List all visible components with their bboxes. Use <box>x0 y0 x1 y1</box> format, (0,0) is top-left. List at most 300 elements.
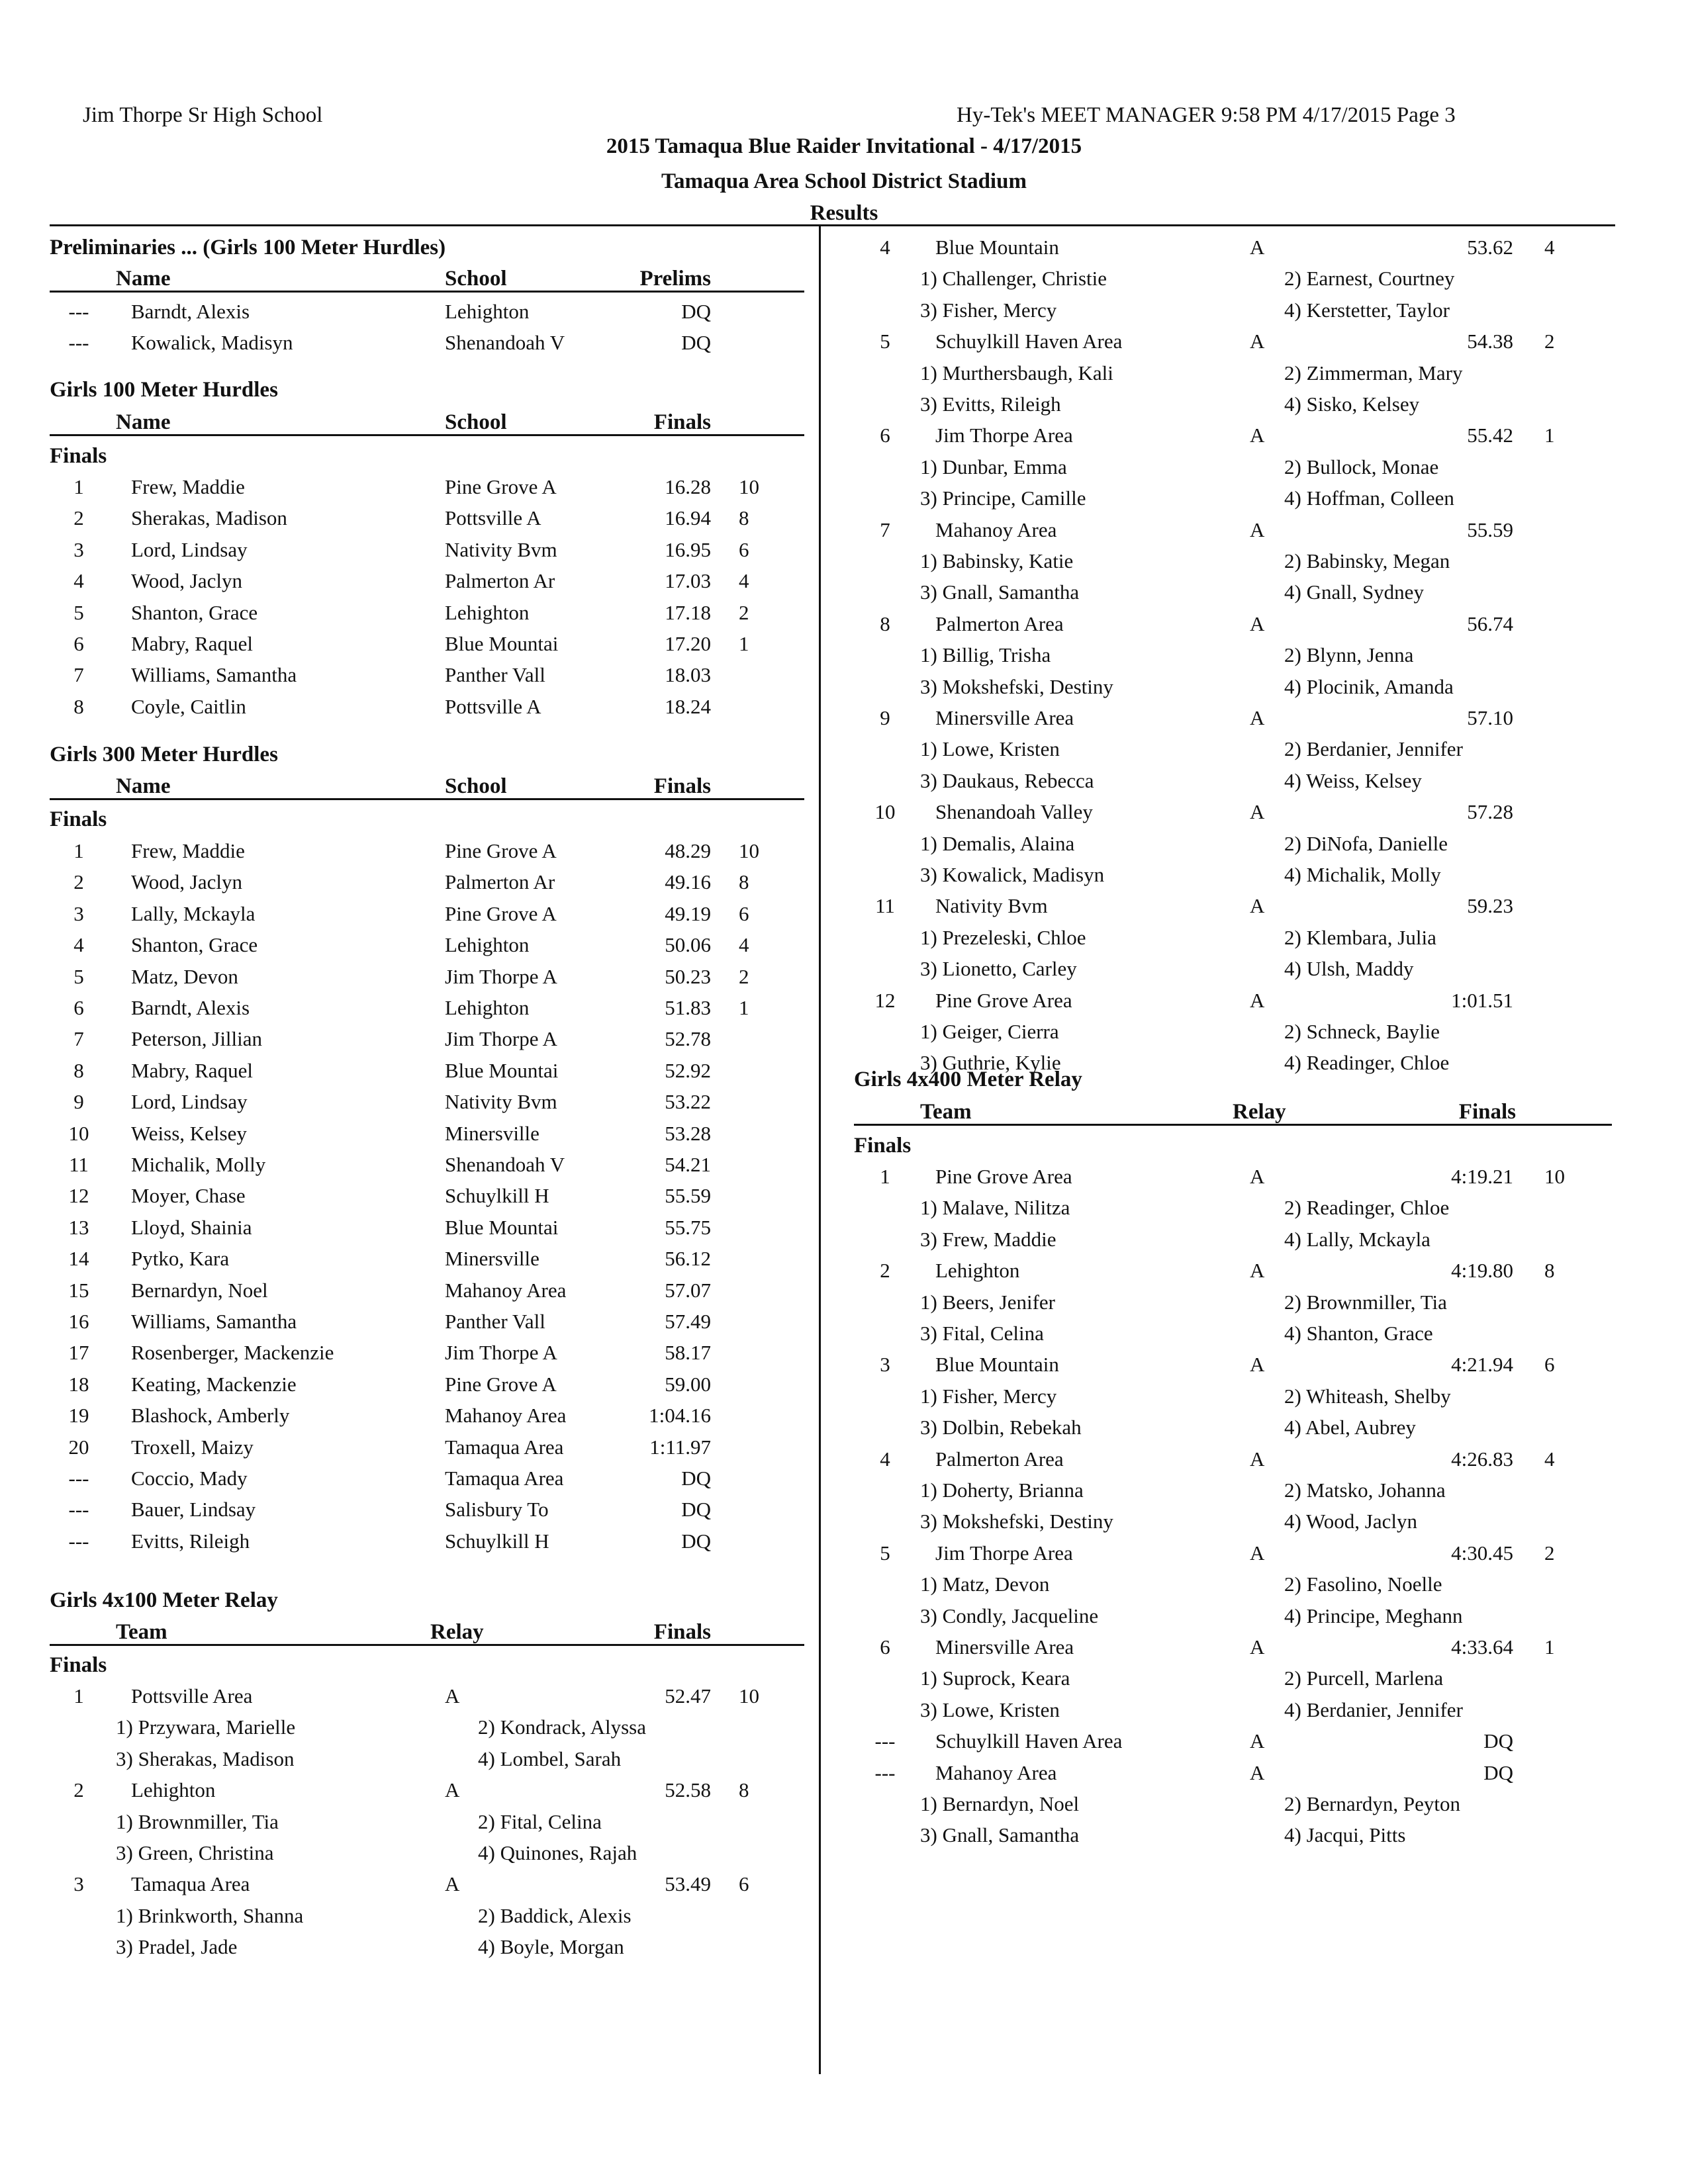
athlete-school: Schuylkill H <box>445 1529 549 1553</box>
relay-runner: 2) Purcell, Marlena <box>1284 1666 1444 1690</box>
relay-runner: 4) Hoffman, Colleen <box>1284 486 1454 510</box>
relay-runner: 4) Lally, Mckayla <box>1284 1227 1430 1251</box>
relay-runner: 4) Quinones, Rajah <box>478 1841 637 1864</box>
relay-runner: 3) Frew, Maddie <box>920 1227 1056 1251</box>
relay-team-name: Schuylkill Haven Area <box>935 330 1123 353</box>
relay-letter: A <box>1250 518 1265 541</box>
athlete-name: Rosenberger, Mackenzie <box>131 1341 334 1365</box>
relay-letter: A <box>1250 424 1265 447</box>
athlete-name: Lord, Lindsay <box>131 537 248 561</box>
relay-letter: A <box>1250 1635 1265 1659</box>
relay-mark: 4:19.21 <box>1451 1165 1513 1188</box>
relay-place: 2 <box>73 1778 84 1802</box>
relay-runner: 3) Fital, Celina <box>920 1322 1044 1345</box>
relay-runner: 2) Babinsky, Megan <box>1284 549 1450 572</box>
result-mark: 16.28 <box>665 475 711 498</box>
athlete-name: Frew, Maddie <box>131 839 245 862</box>
relay-letter: A <box>445 1872 460 1896</box>
result-mark: 17.18 <box>665 600 711 624</box>
result-points: 1 <box>739 996 749 1019</box>
relay-runner: 3) Evitts, Rileigh <box>920 392 1061 416</box>
result-place: 20 <box>68 1435 89 1459</box>
result-place: 3 <box>73 537 84 561</box>
relay-runner: 2) Baddick, Alexis <box>478 1903 632 1927</box>
relay-runner: 2) Zimmerman, Mary <box>1284 361 1463 385</box>
relay-mark: 1:01.51 <box>1451 988 1513 1012</box>
relay-place: --- <box>874 1729 896 1753</box>
relay-runner: 3) Mokshefski, Destiny <box>920 1510 1113 1533</box>
result-mark: 17.20 <box>665 632 711 655</box>
athlete-school: Blue Mountai <box>445 1215 559 1239</box>
result-mark: 18.03 <box>665 663 711 687</box>
athlete-name: Shanton, Grace <box>131 600 258 624</box>
result-points: 8 <box>739 870 749 894</box>
result-mark: 52.78 <box>665 1027 711 1051</box>
relay-runner: 3) Guthrie, Kylie <box>920 1051 1061 1075</box>
relay-runner: 1) Brownmiller, Tia <box>116 1809 279 1833</box>
result-place: 4 <box>73 933 84 957</box>
column-header-rule <box>50 291 804 293</box>
result-place: 16 <box>68 1310 89 1333</box>
relay-runner: 4) Sisko, Kelsey <box>1284 392 1420 416</box>
relay-runner: 1) Fisher, Mercy <box>920 1384 1057 1408</box>
column-header-name: Name <box>116 774 171 798</box>
relay-letter: A <box>1250 1353 1265 1377</box>
result-mark: 59.00 <box>665 1372 711 1396</box>
relay-runner: 3) Principe, Camille <box>920 486 1086 510</box>
relay-team-name: Mahanoy Area <box>935 1760 1057 1784</box>
relay-mark: 4:19.80 <box>1451 1259 1513 1283</box>
event-title: Girls 4x400 Meter Relay <box>854 1068 1082 1091</box>
athlete-school: Palmerton Ar <box>445 569 555 593</box>
column-header-mark: Finals <box>653 774 711 798</box>
column-header-school: School <box>445 774 507 798</box>
result-mark: 18.24 <box>665 694 711 718</box>
relay-team-name: Shenandoah Valley <box>935 800 1093 824</box>
athlete-school: Jim Thorpe A <box>445 1027 557 1051</box>
relay-runner: 2) Schneck, Baylie <box>1284 1020 1440 1043</box>
result-mark: 53.22 <box>665 1090 711 1114</box>
relay-team-name: Blue Mountain <box>935 1353 1059 1377</box>
relay-team-name: Minersville Area <box>935 1635 1074 1659</box>
result-place: 8 <box>73 1058 84 1082</box>
round-label: Finals <box>50 1653 107 1677</box>
result-mark: 50.06 <box>665 933 711 957</box>
relay-runner: 4) Kerstetter, Taylor <box>1284 298 1450 322</box>
relay-place: 4 <box>880 1447 890 1471</box>
result-place: 4 <box>73 569 84 593</box>
relay-mark: 57.10 <box>1467 706 1513 729</box>
event-title: Preliminaries ... (Girls 100 Meter Hurdles) <box>50 236 446 259</box>
athlete-name: Barndt, Alexis <box>131 996 250 1019</box>
relay-runner: 1) Billig, Trisha <box>920 643 1051 667</box>
relay-place: 2 <box>880 1259 890 1283</box>
athlete-name: Pytko, Kara <box>131 1247 230 1271</box>
relay-team-name: Mahanoy Area <box>935 518 1057 541</box>
athlete-name: Williams, Samantha <box>131 1310 297 1333</box>
header-rule <box>50 224 1615 226</box>
column-header-name: Name <box>116 267 171 291</box>
relay-runner: 3) Kowalick, Madisyn <box>920 863 1105 886</box>
relay-runner: 3) Sherakas, Madison <box>116 1747 295 1770</box>
athlete-name: Frew, Maddie <box>131 475 245 498</box>
result-place: 18 <box>68 1372 89 1396</box>
result-mark: 54.21 <box>665 1153 711 1176</box>
relay-team-name: Nativity Bvm <box>935 894 1048 918</box>
result-mark: DQ <box>681 1529 711 1553</box>
athlete-school: Tamaqua Area <box>445 1467 564 1490</box>
result-place: --- <box>68 331 89 355</box>
relay-mark: 4:26.83 <box>1451 1447 1513 1471</box>
relay-team-name: Jim Thorpe Area <box>935 1541 1073 1565</box>
column-header-rule <box>50 798 804 800</box>
result-place: 13 <box>68 1215 89 1239</box>
relay-runner: 4) Abel, Aubrey <box>1284 1416 1416 1439</box>
result-place: --- <box>68 1467 89 1490</box>
result-mark: DQ <box>681 1467 711 1490</box>
relay-mark: 59.23 <box>1467 894 1513 918</box>
relay-points: 1 <box>1544 1635 1555 1659</box>
result-place: 1 <box>73 839 84 862</box>
relay-team-name: Lehighton <box>935 1259 1020 1283</box>
result-place: --- <box>68 1498 89 1522</box>
relay-place: 1 <box>880 1165 890 1188</box>
athlete-name: Sherakas, Madison <box>131 506 287 530</box>
result-mark: 55.59 <box>665 1184 711 1208</box>
venue-title: Tamaqua Area School District Stadium <box>661 169 1027 193</box>
relay-letter: A <box>1250 1760 1265 1784</box>
relay-runner: 1) Matz, Devon <box>920 1572 1050 1596</box>
relay-place: 9 <box>880 706 890 729</box>
result-points: 1 <box>739 632 749 655</box>
athlete-school: Pine Grove A <box>445 475 557 498</box>
round-label: Finals <box>50 807 107 831</box>
relay-points: 4 <box>1544 236 1555 259</box>
athlete-school: Pine Grove A <box>445 901 557 925</box>
result-place: 6 <box>73 996 84 1019</box>
column-header-school: School <box>445 267 507 291</box>
relay-runner: 4) Michalik, Molly <box>1284 863 1441 886</box>
result-place: 15 <box>68 1278 89 1302</box>
result-place: 7 <box>73 663 84 687</box>
result-place: 6 <box>73 632 84 655</box>
relay-runner: 1) Lowe, Kristen <box>920 737 1060 761</box>
relay-mark: 52.58 <box>665 1778 711 1802</box>
result-mark: 52.92 <box>665 1058 711 1082</box>
relay-runner: 3) Pradel, Jade <box>116 1935 238 1959</box>
relay-mark: 53.49 <box>665 1872 711 1896</box>
relay-points: 2 <box>1544 1541 1555 1565</box>
column-header-rule <box>50 434 804 436</box>
athlete-school: Tamaqua Area <box>445 1435 564 1459</box>
athlete-school: Minersville <box>445 1247 539 1271</box>
relay-runner: 4) Jacqui, Pitts <box>1284 1823 1406 1847</box>
result-mark: 58.17 <box>665 1341 711 1365</box>
relay-team-name: Minersville Area <box>935 706 1074 729</box>
relay-runner: 3) Green, Christina <box>116 1841 274 1864</box>
athlete-school: Lehighton <box>445 600 530 624</box>
relay-place: 5 <box>880 1541 890 1565</box>
athlete-school: Lehighton <box>445 933 530 957</box>
relay-runner: 4) Ulsh, Maddy <box>1284 957 1414 981</box>
relay-runner: 2) Blynn, Jenna <box>1284 643 1414 667</box>
result-mark: 49.19 <box>665 901 711 925</box>
athlete-name: Barndt, Alexis <box>131 300 250 323</box>
relay-runner: 2) DiNofa, Danielle <box>1284 831 1448 855</box>
athlete-name: Lloyd, Shainia <box>131 1215 252 1239</box>
column-header-rule <box>854 1124 1612 1126</box>
relay-runner: 3) Fisher, Mercy <box>920 298 1057 322</box>
athlete-name: Troxell, Maizy <box>131 1435 254 1459</box>
athlete-school: Blue Mountai <box>445 632 559 655</box>
result-points: 10 <box>739 839 759 862</box>
result-points: 4 <box>739 569 749 593</box>
results-title: Results <box>810 201 878 225</box>
relay-runner: 3) Dolbin, Rebekah <box>920 1416 1082 1439</box>
result-mark: 16.94 <box>665 506 711 530</box>
relay-letter: A <box>1250 800 1265 824</box>
result-place: --- <box>68 300 89 323</box>
athlete-name: Kowalick, Madisyn <box>131 331 293 355</box>
result-place: 7 <box>73 1027 84 1051</box>
athlete-name: Williams, Samantha <box>131 663 297 687</box>
result-points: 6 <box>739 537 749 561</box>
relay-runner: 1) Bernardyn, Noel <box>920 1792 1080 1815</box>
athlete-school: Pine Grove A <box>445 839 557 862</box>
result-place: 8 <box>73 694 84 718</box>
athlete-name: Lord, Lindsay <box>131 1090 248 1114</box>
relay-runner: 1) Prezeleski, Chloe <box>920 925 1086 949</box>
relay-runner: 1) Suprock, Keara <box>920 1666 1070 1690</box>
result-points: 10 <box>739 475 759 498</box>
event-title: Girls 300 Meter Hurdles <box>50 743 278 766</box>
athlete-school: Nativity Bvm <box>445 537 557 561</box>
relay-runner: 3) Daukaus, Rebecca <box>920 768 1094 792</box>
athlete-school: Mahanoy Area <box>445 1278 567 1302</box>
header-software-info: Hy-Tek's MEET MANAGER 9:58 PM 4/17/2015 Page 3 <box>957 103 1456 127</box>
relay-mark: 55.42 <box>1467 424 1513 447</box>
relay-place: 10 <box>874 800 896 824</box>
relay-mark: 57.28 <box>1467 800 1513 824</box>
relay-place: 4 <box>880 236 890 259</box>
relay-runner: 1) Murthersbaugh, Kali <box>920 361 1113 385</box>
relay-runner: 4) Shanton, Grace <box>1284 1322 1433 1345</box>
relay-team-name: Tamaqua Area <box>131 1872 250 1896</box>
result-mark: 55.75 <box>665 1215 711 1239</box>
relay-mark: 54.38 <box>1467 330 1513 353</box>
relay-runner: 1) Babinsky, Katie <box>920 549 1074 572</box>
result-place: 19 <box>68 1404 89 1428</box>
result-mark: 51.83 <box>665 996 711 1019</box>
relay-place: 11 <box>875 894 895 918</box>
relay-runner: 2) Kondrack, Alyssa <box>478 1715 646 1739</box>
relay-runner: 4) Lombel, Sarah <box>478 1747 622 1770</box>
relay-place: 1 <box>73 1684 84 1707</box>
athlete-school: Blue Mountai <box>445 1058 559 1082</box>
athlete-school: Minersville <box>445 1121 539 1145</box>
relay-place: 12 <box>874 988 896 1012</box>
column-header-school: School <box>445 410 507 434</box>
relay-runner: 1) Brinkworth, Shanna <box>116 1903 304 1927</box>
relay-runner: 1) Malave, Nilitza <box>920 1196 1070 1220</box>
athlete-name: Bernardyn, Noel <box>131 1278 268 1302</box>
athlete-name: Coyle, Caitlin <box>131 694 246 718</box>
result-place: --- <box>68 1529 89 1553</box>
relay-place: --- <box>874 1760 896 1784</box>
result-place: 3 <box>73 901 84 925</box>
relay-team-name: Jim Thorpe Area <box>935 424 1073 447</box>
relay-runner: 2) Berdanier, Jennifer <box>1284 737 1463 761</box>
relay-team-name: Pine Grove Area <box>935 988 1072 1012</box>
relay-runner: 4) Wood, Jaclyn <box>1284 1510 1417 1533</box>
column-header-rule <box>50 1644 804 1646</box>
athlete-name: Matz, Devon <box>131 964 238 988</box>
athlete-school: Shenandoah V <box>445 1153 565 1176</box>
relay-points: 4 <box>1544 1447 1555 1471</box>
column-header-relay: Relay <box>430 1620 484 1644</box>
relay-points: 8 <box>739 1778 749 1802</box>
result-mark: 57.49 <box>665 1310 711 1333</box>
relay-runner: 2) Whiteash, Shelby <box>1284 1384 1451 1408</box>
column-divider <box>819 224 821 2074</box>
relay-runner: 2) Earnest, Courtney <box>1284 267 1455 291</box>
athlete-school: Schuylkill H <box>445 1184 549 1208</box>
result-points: 2 <box>739 964 749 988</box>
relay-runner: 1) Demalis, Alaina <box>920 831 1075 855</box>
athlete-name: Keating, Mackenzie <box>131 1372 297 1396</box>
relay-mark: 53.62 <box>1467 236 1513 259</box>
relay-runner: 1) Challenger, Christie <box>920 267 1107 291</box>
header-school: Jim Thorpe Sr High School <box>83 103 323 127</box>
relay-letter: A <box>1250 612 1265 635</box>
athlete-school: Palmerton Ar <box>445 870 555 894</box>
relay-runner: 2) Klembara, Julia <box>1284 925 1436 949</box>
athlete-school: Panther Vall <box>445 663 545 687</box>
result-mark: 48.29 <box>665 839 711 862</box>
relay-team-name: Lehighton <box>131 1778 216 1802</box>
relay-place: 8 <box>880 612 890 635</box>
result-mark: 1:11.97 <box>649 1435 711 1459</box>
relay-mark: 52.47 <box>665 1684 711 1707</box>
relay-points: 10 <box>1544 1165 1565 1188</box>
athlete-school: Lehighton <box>445 996 530 1019</box>
relay-runner: 3) Lowe, Kristen <box>920 1698 1060 1721</box>
result-mark: 57.07 <box>665 1278 711 1302</box>
result-mark: 53.28 <box>665 1121 711 1145</box>
relay-mark: 55.59 <box>1467 518 1513 541</box>
relay-runner: 2) Fasolino, Noelle <box>1284 1572 1442 1596</box>
relay-runner: 3) Gnall, Samantha <box>920 580 1080 604</box>
relay-runner: 3) Mokshefski, Destiny <box>920 674 1113 698</box>
relay-runner: 2) Fital, Celina <box>478 1809 602 1833</box>
result-mark: 49.16 <box>665 870 711 894</box>
relay-team-name: Pine Grove Area <box>935 1165 1072 1188</box>
relay-team-name: Palmerton Area <box>935 612 1064 635</box>
relay-runner: 1) Doherty, Brianna <box>920 1479 1084 1502</box>
athlete-school: Panther Vall <box>445 1310 545 1333</box>
relay-points: 8 <box>1544 1259 1555 1283</box>
event-title: Girls 4x100 Meter Relay <box>50 1588 278 1612</box>
relay-mark: 4:21.94 <box>1451 1353 1513 1377</box>
round-label: Finals <box>50 444 107 468</box>
relay-letter: A <box>445 1684 460 1707</box>
relay-letter: A <box>1250 1165 1265 1188</box>
relay-letter: A <box>445 1778 460 1802</box>
result-place: 5 <box>73 964 84 988</box>
relay-letter: A <box>1250 1729 1265 1753</box>
event-title: Girls 100 Meter Hurdles <box>50 378 278 402</box>
relay-place: 3 <box>73 1872 84 1896</box>
relay-letter: A <box>1250 988 1265 1012</box>
result-mark: 56.12 <box>665 1247 711 1271</box>
relay-runner: 1) Geiger, Cierra <box>920 1020 1059 1043</box>
result-place: 11 <box>69 1153 89 1176</box>
athlete-school: Mahanoy Area <box>445 1404 567 1428</box>
athlete-name: Lally, Mckayla <box>131 901 256 925</box>
meet-title: 2015 Tamaqua Blue Raider Invitational - 4/17/2015 <box>606 134 1082 158</box>
relay-place: 6 <box>880 424 890 447</box>
relay-mark: DQ <box>1483 1760 1513 1784</box>
relay-runner: 4) Boyle, Morgan <box>478 1935 624 1959</box>
result-place: 2 <box>73 506 84 530</box>
relay-mark: DQ <box>1483 1729 1513 1753</box>
relay-team-name: Pottsville Area <box>131 1684 253 1707</box>
column-header-mark: Finals <box>653 1620 711 1644</box>
athlete-school: Jim Thorpe A <box>445 964 557 988</box>
column-header-team: Team <box>116 1620 167 1644</box>
relay-mark: 4:33.64 <box>1451 1635 1513 1659</box>
relay-place: 5 <box>880 330 890 353</box>
result-mark: DQ <box>681 300 711 323</box>
column-header-relay: Relay <box>1233 1100 1286 1124</box>
athlete-school: Pottsville A <box>445 694 541 718</box>
result-place: 10 <box>68 1121 89 1145</box>
relay-letter: A <box>1250 236 1265 259</box>
athlete-school: Nativity Bvm <box>445 1090 557 1114</box>
relay-team-name: Schuylkill Haven Area <box>935 1729 1123 1753</box>
relay-runner: 3) Lionetto, Carley <box>920 957 1077 981</box>
relay-place: 7 <box>880 518 890 541</box>
relay-mark: 56.74 <box>1467 612 1513 635</box>
result-points: 8 <box>739 506 749 530</box>
result-mark: 1:04.16 <box>649 1404 711 1428</box>
column-header-mark: Prelims <box>639 267 711 291</box>
athlete-school: Pottsville A <box>445 506 541 530</box>
athlete-name: Shanton, Grace <box>131 933 258 957</box>
result-place: 2 <box>73 870 84 894</box>
result-mark: DQ <box>681 1498 711 1522</box>
relay-letter: A <box>1250 1541 1265 1565</box>
relay-runner: 2) Bernardyn, Peyton <box>1284 1792 1461 1815</box>
relay-team-name: Palmerton Area <box>935 1447 1064 1471</box>
relay-runner: 1) Beers, Jenifer <box>920 1290 1055 1314</box>
result-mark: 16.95 <box>665 537 711 561</box>
result-place: 14 <box>68 1247 89 1271</box>
relay-points: 2 <box>1544 330 1555 353</box>
column-header-team: Team <box>920 1100 972 1124</box>
athlete-school: Jim Thorpe A <box>445 1341 557 1365</box>
athlete-name: Evitts, Rileigh <box>131 1529 250 1553</box>
result-place: 12 <box>68 1184 89 1208</box>
athlete-school: Shenandoah V <box>445 331 565 355</box>
relay-runner: 2) Matsko, Johanna <box>1284 1479 1446 1502</box>
relay-runner: 4) Principe, Meghann <box>1284 1604 1463 1627</box>
athlete-name: Mabry, Raquel <box>131 1058 253 1082</box>
athlete-name: Coccio, Mady <box>131 1467 248 1490</box>
result-mark: 50.23 <box>665 964 711 988</box>
relay-place: 6 <box>880 1635 890 1659</box>
relay-runner: 4) Readinger, Chloe <box>1284 1051 1450 1075</box>
